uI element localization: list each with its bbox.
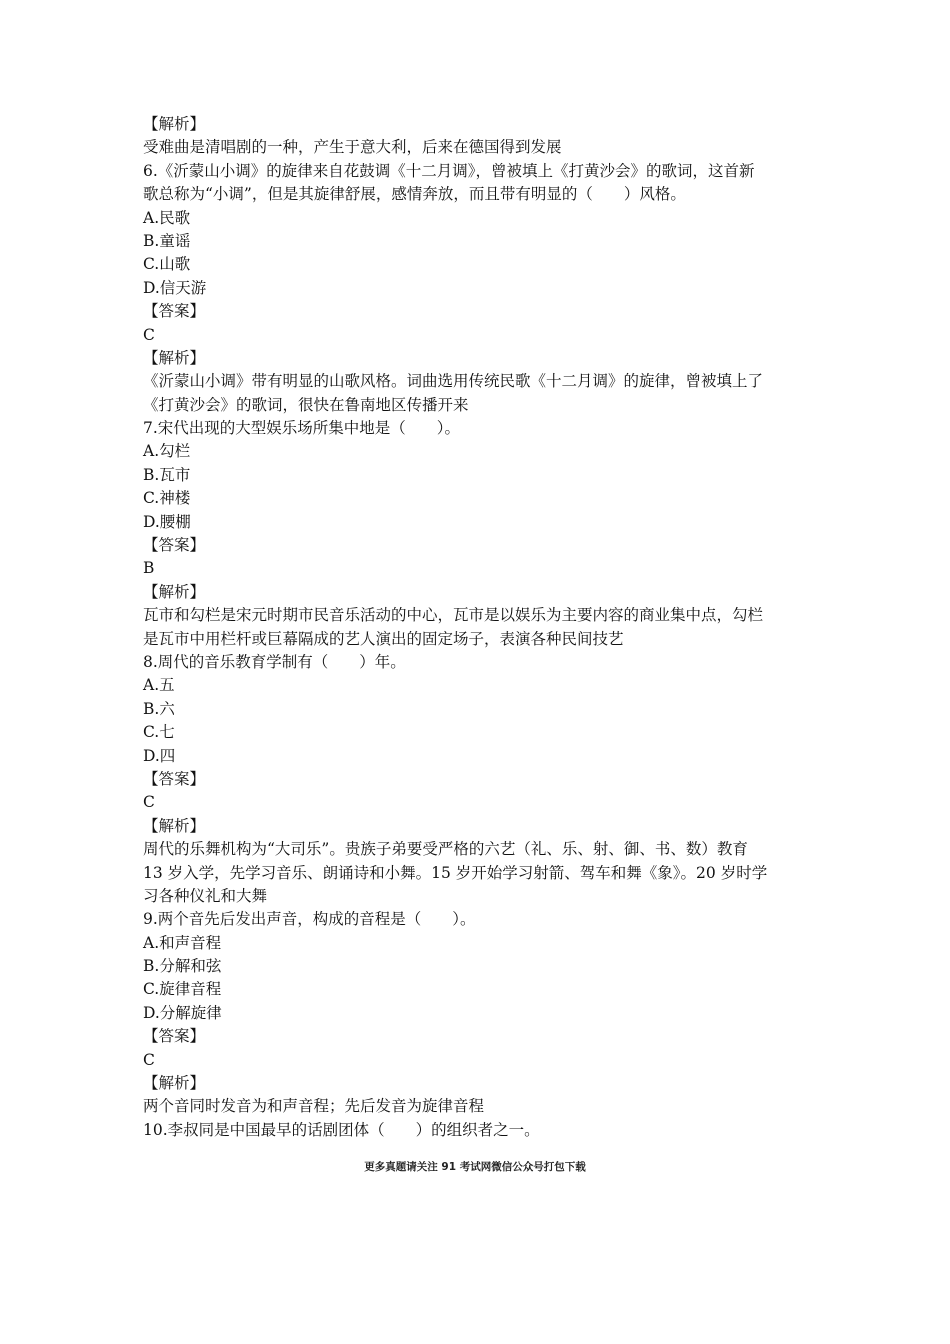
option-line: C.山歌 [143, 255, 191, 274]
answer-heading: 【答案】 [143, 769, 206, 788]
answer-heading: 【答案】 [143, 302, 206, 321]
option-line: C.旋律音程 [143, 980, 222, 999]
page-footer: 更多真题请关注 91 考试网微信公众号打包下载 [364, 1161, 586, 1173]
analysis-text: 是瓦市中用栏杆或巨幕隔成的艺人演出的固定场子，表演各种民间技艺 [143, 629, 624, 648]
analysis-text: 《沂蒙山小调》带有明显的山歌风格。词曲选用传统民歌《十二月调》的旋律，曾被填上了 [143, 372, 764, 391]
option-line: B.瓦市 [143, 465, 191, 484]
question-8-stem: 8.周代的音乐教育学制有（ ）年。 [143, 652, 406, 671]
option-line: A.民歌 [143, 208, 191, 227]
analysis-text: 13 岁入学，先学习音乐、朗诵诗和小舞。15 岁开始学习射箭、驾车和舞《象》。20 岁时学 [143, 863, 768, 882]
analysis-heading: 【解析】 [143, 1074, 206, 1093]
text-line: 受难曲是清唱剧的一种，产生于意大利，后来在德国得到发展 [143, 138, 562, 157]
option-line: C.七 [143, 723, 175, 742]
document-body [143, 113, 808, 1142]
question-7-stem: 7.宋代出现的大型娱乐场所集中地是（ ）。 [143, 419, 461, 438]
answer-value: C [143, 325, 155, 344]
option-line: A.勾栏 [143, 442, 191, 461]
analysis-text: 两个音同时发音为和声音程；先后发音为旋律音程 [143, 1097, 485, 1116]
analysis-heading: 【解析】 [143, 816, 206, 835]
question-10-stem: 10.李叔同是中国最早的话剧团体（ ）的组织者之一。 [143, 1120, 540, 1139]
analysis-text: 《打黄沙会》的歌词，很快在鲁南地区传播开来 [143, 395, 469, 414]
analysis-heading: 【解析】 [143, 582, 206, 601]
analysis-text: 习各种仪礼和大舞 [143, 886, 268, 905]
analysis-text: 瓦市和勾栏是宋元时期市民音乐活动的中心，瓦市是以娱乐为主要内容的商业集中点，勾栏 [143, 606, 764, 625]
answer-heading: 【答案】 [143, 536, 206, 555]
text-line: 【解析】 [143, 115, 206, 133]
option-line: B.六 [143, 699, 175, 718]
option-line: D.信天游 [143, 278, 207, 297]
answer-value: C [143, 793, 155, 812]
option-line: D.腰棚 [143, 512, 191, 531]
question-6-stem: 歌总称为“小调”，但是其旋律舒展，感情奔放，而且带有明显的（ ）风格。 [143, 185, 686, 204]
option-line: C.神楼 [143, 489, 191, 508]
option-line: D.四 [143, 746, 176, 765]
question-9-stem: 9.两个音先后发出声音，构成的音程是（ ）。 [143, 910, 476, 929]
option-line: A.五 [143, 676, 175, 695]
analysis-text: 周代的乐舞机构为“大司乐”。贵族子弟要受严格的六艺（礼、乐、射、御、书、数）教育 [143, 840, 748, 859]
answer-value: C [143, 1050, 155, 1069]
option-line: B.童谣 [143, 231, 191, 250]
answer-heading: 【答案】 [143, 1027, 206, 1046]
question-6-stem: 6.《沂蒙山小调》的旋律来自花鼓调《十二月调》，曾被填上《打黄沙会》的歌词，这首新 [143, 161, 755, 180]
option-line: D.分解旋律 [143, 1003, 222, 1022]
answer-value: B [143, 559, 155, 578]
analysis-heading: 【解析】 [143, 348, 206, 367]
option-line: A.和声音程 [143, 933, 222, 952]
option-line: B.分解和弦 [143, 957, 222, 976]
